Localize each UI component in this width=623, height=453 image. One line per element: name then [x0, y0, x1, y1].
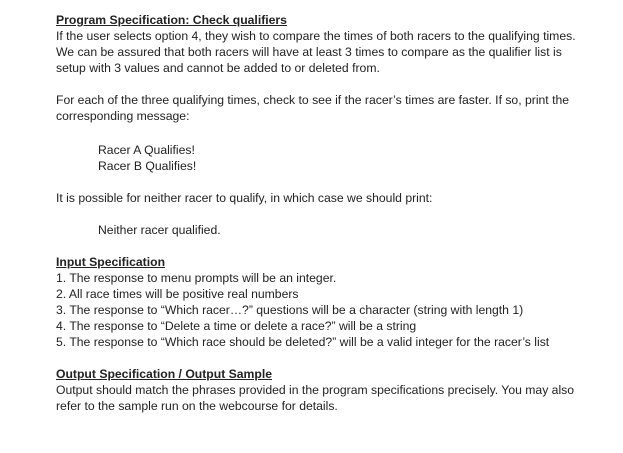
qualifier-check-paragraph: For each of the three qualifying times, check to see if the racer’s times are faster. If so, print the corresponding message:: [56, 93, 570, 123]
program-specification-heading: Program Specification: Check qualifiers: [56, 13, 287, 27]
output-specification-heading: Output Specification / Output Sample: [56, 367, 272, 381]
program-specification-section: [56, 12, 586, 76]
neither-paragraph-block: [56, 190, 586, 206]
racer-b-message: Racer B Qualifies!: [98, 159, 197, 173]
input-spec-item: 4. The response to “Delete a time or delete a race?” will be a string: [56, 319, 417, 333]
racer-a-message: Racer A Qualifies!: [98, 143, 195, 157]
input-spec-item: 1. The response to menu prompts will be an integer.: [56, 271, 337, 285]
input-specification-heading: Input Specification: [56, 255, 166, 269]
input-specification-section: [56, 254, 586, 350]
program-specification-intro: If the user selects option 4, they wish to compare the times of both racers to the qualifying times. We can be assured that both racers will have at least 3 times to compare as the qualifier list is setup with 3 values and cannot be added to or deleted from.: [56, 29, 576, 75]
neither-qualify-paragraph: It is possible for neither racer to qualify, in which case we should print:: [56, 191, 433, 205]
input-spec-item: 2. All race times will be positive real numbers: [56, 287, 299, 301]
input-spec-item: 5. The response to “Which race should be deleted?” will be a valid integer for the racer’s list: [56, 335, 550, 349]
output-specification-section: [56, 366, 586, 414]
neither-message: Neither racer qualified.: [98, 223, 221, 237]
output-specification-text: Output should match the phrases provided in the program specifications precisely. You may also refer to the sample run on the webcourse for details.: [56, 383, 575, 413]
input-spec-item: 3. The response to “Which racer…?” questions will be a character (string with length 1): [56, 303, 524, 317]
neither-message-block: [98, 222, 221, 238]
qualifier-check-paragraph-block: [56, 92, 586, 124]
qualify-messages: [98, 142, 196, 174]
